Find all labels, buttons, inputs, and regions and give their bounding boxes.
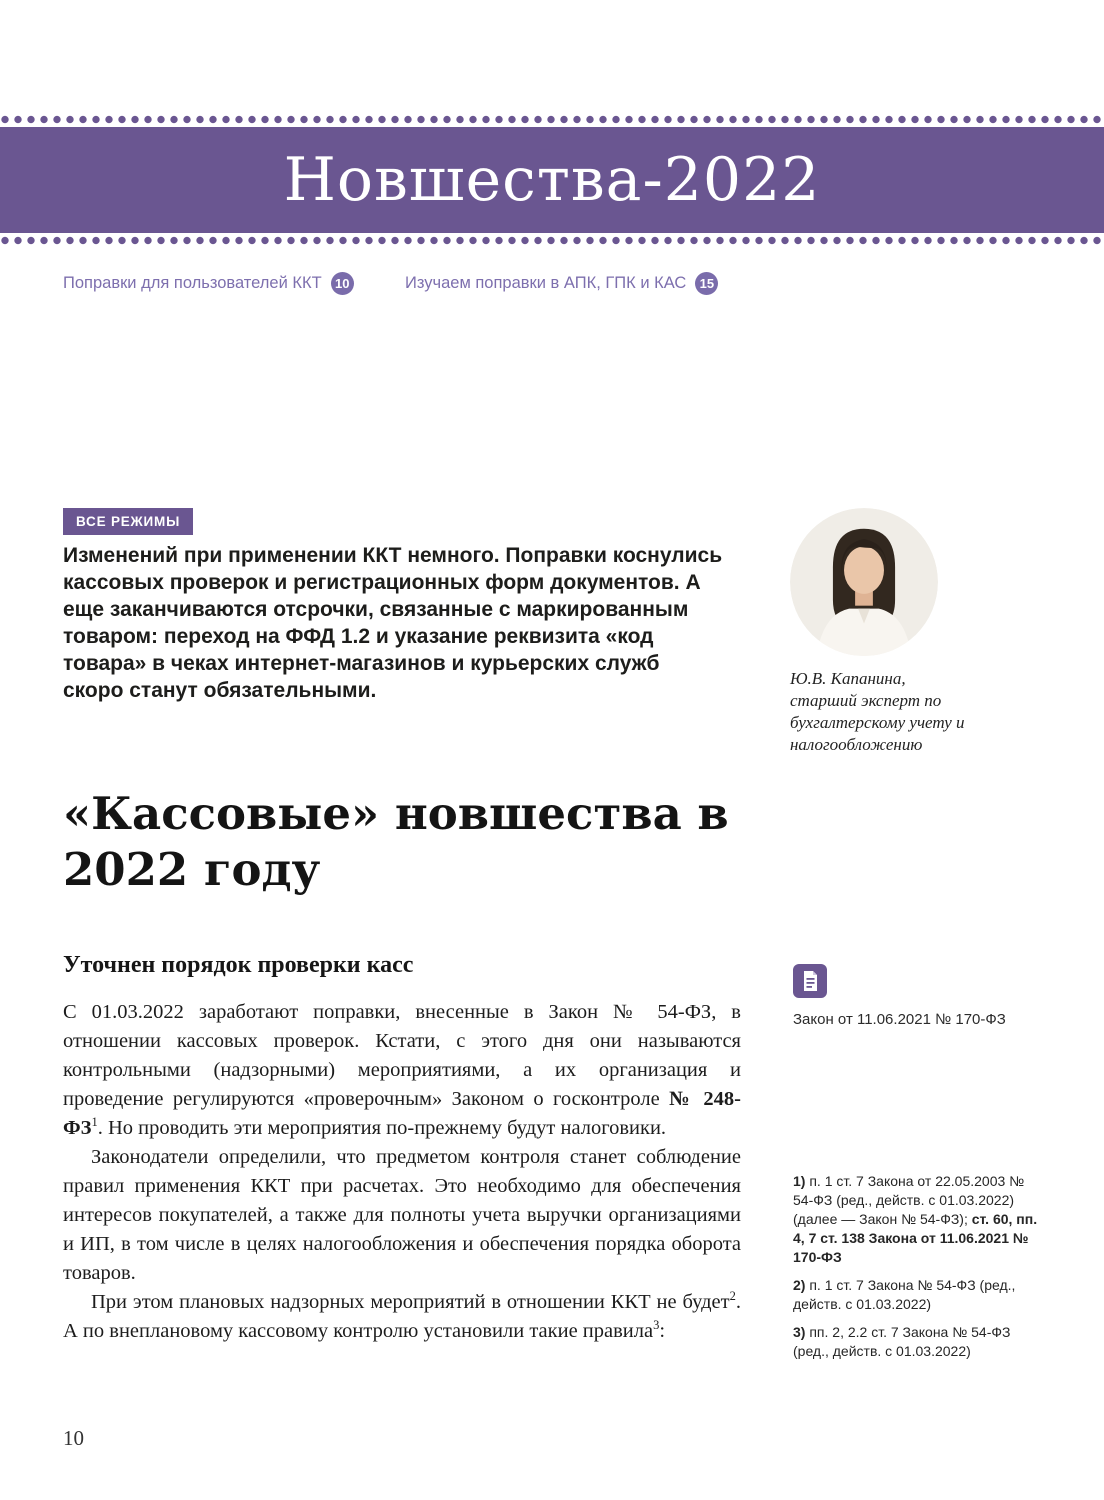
footnote-text: пп. 2, 2.2 ст. 7 Закона № 54-ФЗ (ред., действ. с 01.03.2022) [793,1324,1011,1359]
paragraph-text: . А по внеплановому кассовому контролю установили такие правила [63,1291,741,1342]
paragraph-text: При этом плановых надзорных мероприятий в отношении ККТ не будет [91,1291,730,1313]
paragraph-text: С 01.03.2022 заработают поправки, внесенные в Закон № 54-ФЗ, в отношении кассовых проверок. Кстати, с этого дня они называются контрольными (надзорными) мероприятиями, а их организация и проведение регулируются «проверочным» Законом о госконтроле [63,1001,741,1110]
footnote-number: 3) [793,1324,806,1340]
nav-item-apk-gpk-kas[interactable] [405,272,718,295]
issue-banner-title: Новшества-2022 [283,145,821,215]
footnote-text: п. 1 ст. 7 Закона от 22.05.2003 № 54-ФЗ (ред., действ. с 01.03.2022) (далее — Закон № 54-ФЗ); [793,1173,1025,1227]
law-document-icon [793,962,827,1000]
author-role: старший эксперт по бухгалтерскому учету и налогообложению [790,691,965,754]
article-title: «Кассовые» новшества в 2022 году [63,787,729,896]
footnote-text: п. 1 ст. 7 Закона № 54-ФЗ (ред., действ. с 01.03.2022) [793,1277,1016,1312]
nav-item-label: Изучаем поправки в АПК, ГПК и КАС [405,274,687,292]
footnote-number: 2) [793,1277,806,1293]
article-body [63,998,741,1346]
paragraph-text: Законодатели определили, что предметом контроля станет соблюдение правил применения ККТ при расчетах. Это необходимо для обеспечения интересов покупателей, а также для полноты учета выручки организациями и ИП, в том числе в целях налогообложения и обеспечения порядка оборота товаров. [63,1146,741,1284]
body-paragraph-1 [63,998,741,1143]
page-badge: 10 [331,272,354,295]
article-lead: Изменений при применении ККТ немного. Поправки коснулись кассовых проверок и регистрационных форм документов. А еще заканчиваются отсрочки, связанные с маркированным товаром: переход на ФФД 1.2 и указание реквизита «код товара» в чеках интернет-магазинов и курьерских служб скоро станут обязательными. [63,544,723,702]
footnote-3 [793,1323,1045,1361]
paragraph-text: : [659,1320,666,1342]
author-photo [790,508,938,656]
footnote-ref-3[interactable]: 3 [653,1318,660,1333]
body-paragraph-2 [63,1143,741,1288]
sidebar-law-reference: Закон от 11.06.2021 № 170-ФЗ [793,1011,1006,1028]
section-heading: Уточнен порядок проверки касс [63,952,414,978]
paragraph-text: . Но проводить эти мероприятия по-прежнему будут налоговики. [97,1117,667,1139]
footnote-ref-2[interactable]: 2 [729,1289,736,1304]
footnote-ref-1[interactable]: 1 [91,1115,98,1130]
law-reference: № 248-ФЗ [63,1088,741,1139]
regime-tag: ВСЕ РЕЖИМЫ [63,508,193,535]
page-badge: 15 [695,272,718,295]
nav-item-label: Поправки для пользователей ККТ [63,274,322,292]
author-portrait-illustration [790,508,938,656]
footnotes-block [793,1172,1045,1370]
author-info [790,668,1015,756]
footnote-text-bold: ст. 60, пп. 4, 7 ст. 138 Закона от 11.06.2021 № 170-ФЗ [793,1211,1038,1265]
law-document-icon-svg [793,962,827,1000]
author-name: Ю.В. Капанина, [790,669,906,688]
nav-item-kkt-amendments[interactable] [63,272,354,295]
issue-banner [0,127,1104,233]
page-number: 10 [63,1426,84,1450]
footnote-1 [793,1172,1045,1267]
footnote-number: 1) [793,1173,806,1189]
footnote-2 [793,1276,1045,1314]
body-paragraph-3 [63,1288,741,1346]
